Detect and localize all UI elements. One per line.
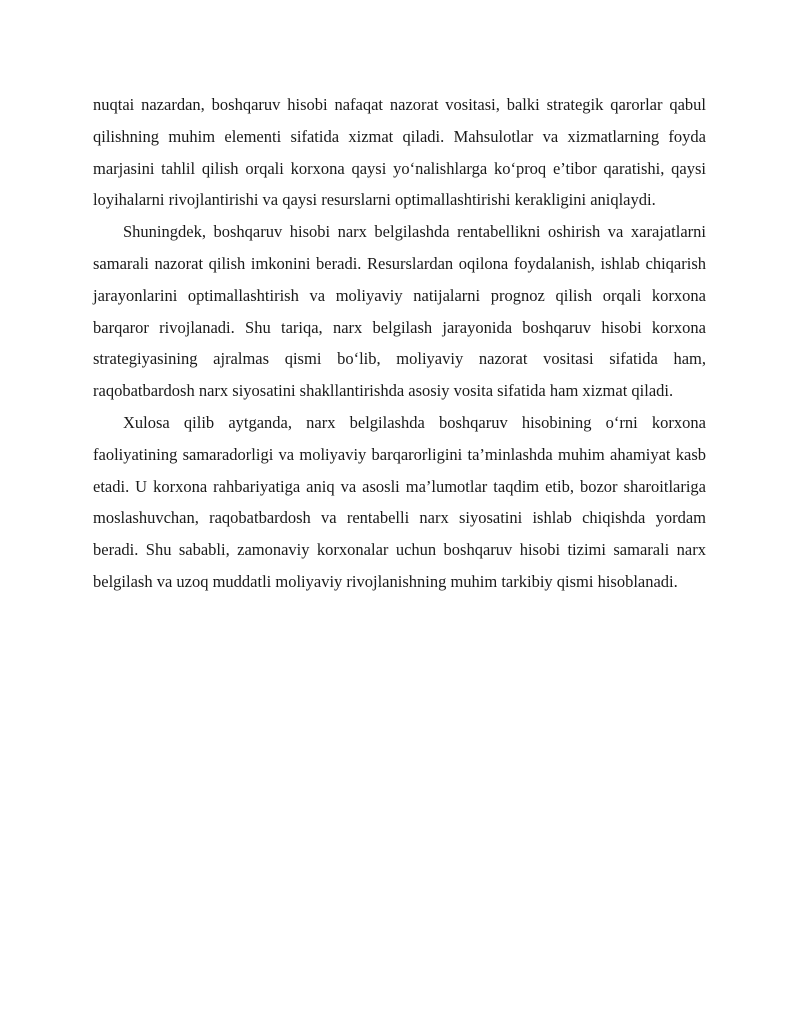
document-page xyxy=(93,89,706,598)
paragraph-pricing-control: Shuningdek, boshqaruv hisobi narx belgilashda rentabellikni oshirish va xarajatlarni samarali nazorat qilish imkonini beradi. Resurslardan oqilona foydalanish, ishlab chiqarish jarayonlarini optimallashtirish va moliyaviy natijalarni prognoz qilish orqali korxona barqaror rivojlanadi. Shu tariqa, narx belgilash jarayonida boshqaruv hisobi korxona strategiyasining ajralmas qismi bo‘lib, moliyaviy nazorat vositasi sifatida ham, raqobatbardosh narx siyosatini shakllantirishda asosiy vosita sifatida ham xizmat qiladi. xyxy=(93,222,706,401)
paragraph-conclusion: Xulosa qilib aytganda, narx belgilashda boshqaruv hisobining o‘rni korxona faoliyatining samaradorligi va moliyaviy barqarorligini ta’minlashda muhim ahamiyat kasb etadi. U korxona rahbariyatiga aniq va asosli ma’lumotlar taqdim etib, bozor sharoitlariga moslashuvchan, raqobatbardosh va rentabelli narx siyosatini ishlab chiqishda yordam beradi. Shu sababli, zamonaviy korxonalar uchun boshqaruv hisobi tizimi samarali narx belgilash va uzoq muddatli moliyaviy rivojlanishning muhim tarkibiy qismi hisoblanadi. xyxy=(93,412,706,591)
paragraph-continuation: nuqtai nazardan, boshqaruv hisobi nafaqat nazorat vositasi, balki strategik qarorlar qabul qilishning muhim elementi sifatida xizmat qiladi. Mahsulotlar va xizmatlarning foyda marjasini tahlil qilish orqali korxona qaysi yo‘nalishlarga ko‘proq e’tibor qaratishi, qaysi loyihalarni rivojlantirishi va qaysi resurslarni optimallashtirishi kerakligini aniqlaydi. xyxy=(93,95,706,210)
